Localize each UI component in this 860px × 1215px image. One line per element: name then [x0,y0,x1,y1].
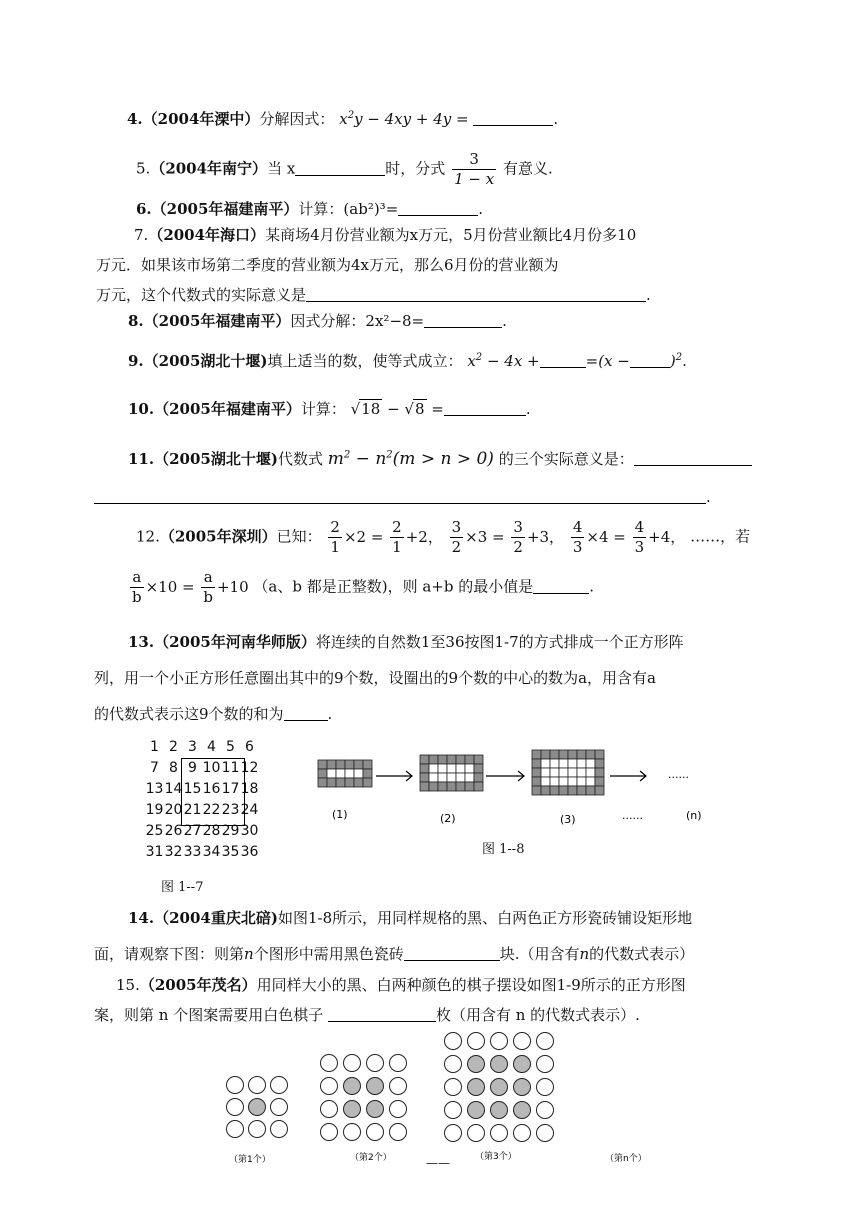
answer-blank-2[interactable] [630,353,670,368]
black-tile [336,760,345,769]
grid-number: 2 [169,738,178,755]
white-piece [321,1078,338,1095]
black-piece [514,1056,531,1073]
answer-blank[interactable] [306,287,646,302]
white-tile [550,777,559,786]
white-tile [354,769,363,778]
label-3: (3) [560,813,576,826]
white-piece [344,1124,361,1141]
grid-number: 18 [240,780,259,797]
white-tile [586,759,595,768]
problem-number: 9. [128,352,144,370]
white-tile [541,759,550,768]
black-tile [336,778,345,787]
white-piece [537,1102,554,1119]
black-piece [468,1056,485,1073]
problem-number: 6. [136,200,152,218]
black-tile [327,760,336,769]
answer-blank[interactable] [533,579,589,594]
problem-source: （2004年溧中） [142,110,260,128]
problem-number: 15. [116,976,140,994]
white-tile [456,773,465,782]
grid-number: 28 [202,822,221,839]
grid-row [145,736,259,757]
grid-number: 19 [145,801,164,818]
black-tile [429,755,438,764]
problem-text: 某商场4月份营业额为x万元，5月份营业额比4月份多10 [265,226,637,244]
problem-15 [94,970,766,1030]
black-tile [532,777,541,786]
black-tile [318,769,327,778]
label-3: （第3个） [475,1152,517,1162]
expression: √18 − √8 = [350,400,444,418]
figure-1-7-caption: 图 1--7 [161,880,204,895]
white-piece [271,1077,288,1094]
white-piece [468,1033,485,1050]
white-piece [445,1056,462,1073]
black-tile [532,759,541,768]
white-tile [559,768,568,777]
problem-number: 8. [128,312,144,330]
figure-1-9-circles [215,1030,685,1170]
white-piece [491,1033,508,1050]
white-tile [429,773,438,782]
answer-blank-2[interactable] [94,489,706,504]
figure-1-7-number-grid [145,736,259,862]
problem-number: 5. [136,159,151,178]
page-number: —— [426,1156,450,1170]
problem-source: （2004年海口） [148,226,266,244]
grid-number: 20 [164,801,183,818]
problem-number: 10. [128,400,155,418]
problem-text: 如图1-8所示，用同样规格的黑、白两色正方形瓷砖铺设矩形地 [277,909,693,927]
grid-number: 35 [221,843,240,860]
black-tile [532,786,541,795]
grid-number: 33 [183,843,202,860]
problem-text: （a、b 都是正整数)，则 a+b 的最小值是 [253,577,534,596]
answer-blank[interactable] [404,946,500,961]
circle-pattern-3 [445,1033,554,1142]
problem-11 [128,448,752,469]
problem-text: 的三个实际意义是： [498,450,634,468]
black-tile [550,750,559,759]
problem-text: 用同样大小的黑、白两种颜色的棋子摆设如图1-9所示的正方形图 [256,976,686,994]
problem-source: （2004重庆北碚) [154,909,278,927]
black-tile [595,750,604,759]
black-tile [568,786,577,795]
grid-number: 1 [150,738,159,755]
problem-text: 分解因式： [259,110,335,128]
problem-text: 块.（用含有 [499,945,580,963]
answer-blank[interactable] [398,201,478,216]
black-tile [438,782,447,791]
grid-number: 8 [169,759,178,776]
grid-number: 6 [245,738,254,755]
white-tile [568,777,577,786]
black-tile [420,773,429,782]
equation-1: $\frac{2}{1}$ ×2 = $\frac{2}{1}$ +2， [330,518,443,556]
white-tile [568,768,577,777]
problem-text: 填上适当的数，使等式成立： [267,352,463,370]
white-tile [559,777,568,786]
problem-source: （2005年河南华师版） [154,633,316,651]
white-piece [537,1125,554,1142]
grid-number: 30 [240,822,259,839]
white-tile [550,759,559,768]
grid-number: 24 [240,801,259,818]
white-piece [390,1078,407,1095]
grid-number: 32 [164,843,183,860]
problem-text: 的代数式表示这9个数的和为 [94,705,284,723]
black-tile [474,782,483,791]
answer-blank[interactable] [473,111,553,126]
white-tile [541,768,550,777]
white-piece [445,1125,462,1142]
problem-text: 的代数式表示） [589,945,695,963]
problem-source: （2005年福建南平） [143,312,291,330]
fraction [452,150,496,189]
grid-number: 31 [145,843,164,860]
white-piece [537,1056,554,1073]
black-piece [249,1099,266,1116]
black-tile [456,782,465,791]
problem-number: 14. [128,909,155,927]
variable-n: n [244,945,254,963]
problem-6: 6.（2005年福建南平）计算：(ab²)³= . [136,200,484,218]
grid-row [145,841,259,862]
problem-11-line2: . [94,488,711,506]
problem-text: 已知： [276,527,322,546]
black-piece [514,1079,531,1096]
white-tile [456,764,465,773]
problem-source: （2005年深圳） [159,527,277,546]
black-tile [550,786,559,795]
label-1: (1) [332,808,348,821]
problem-13: 13.（2005年河南华师版）将连续的自然数1至36按图1-7的方式排成一个正方形阵 列，用一个小正方形任意圈出其中的9个数，设圈出的9个数的中心的数为a，用含有a 的代数式表示这9个数的和为 . [94,633,684,723]
problem-14 [94,900,766,972]
white-tile [429,764,438,773]
grid-number: 23 [221,801,240,818]
white-tile [586,768,595,777]
expression: $m^2 - n^2(m > n > 0)$ [327,449,494,469]
answer-blank[interactable] [634,451,752,466]
grid-number: 22 [202,801,221,818]
grid-number: 4 [207,738,216,755]
black-tile [577,786,586,795]
white-tile [568,759,577,768]
black-tile [595,777,604,786]
black-piece [344,1101,361,1118]
problem-8: 8.（2005年福建南平）因式分解：2x²−8= . [128,312,507,330]
black-piece [514,1102,531,1119]
problem-text: 万元．如果该市场第二季度的营业额为4x万元，那么6月份的营业额为 [96,256,559,274]
equation-4: $\frac{a}{b}$ ×10 = $\frac{a}{b}$ +10 [132,568,249,606]
white-tile [336,769,345,778]
grid-number: 21 [183,801,202,818]
label-n: （第n个） [605,1154,647,1164]
grid-number: 25 [145,822,164,839]
black-piece [367,1101,384,1118]
black-tile [559,750,568,759]
problem-source: （2005湖北十堰) [154,450,278,468]
white-piece [367,1055,384,1072]
black-tile [586,786,595,795]
white-piece [271,1099,288,1116]
problem-number: 12. [136,527,160,546]
ellipsis: ...... [622,809,643,822]
white-piece [321,1124,338,1141]
black-tile [363,769,372,778]
tile-figure-2 [420,755,483,791]
tile-figure-3 [532,750,604,795]
white-piece [271,1121,288,1138]
grid-number: 27 [183,822,202,839]
black-tile [577,750,586,759]
problem-text: 因式分解：2x²−8= [290,312,425,330]
black-tile [420,782,429,791]
problem-9: 9.（2005湖北十堰)填上适当的数，使等式成立： $x^2 - 4x + =(x - )^2$. [128,352,687,370]
problem-number: 13. [128,633,155,651]
figure-1-8-caption: 图 1--8 [482,842,525,857]
problem-12 [136,518,750,557]
white-piece [249,1121,266,1138]
black-tile [474,755,483,764]
grid-number: 14 [164,780,183,797]
grid-number: 15 [183,780,202,797]
black-tile [541,786,550,795]
white-piece [445,1033,462,1050]
white-piece [227,1077,244,1094]
expression: $x^2y - 4xy + 4y$ = [339,110,469,128]
white-tile [541,777,550,786]
problem-text: 计算： [300,400,346,418]
label-n: (n) [686,809,702,822]
problem-7: 7.（2004年海口）某商场4月份营业额为x万元，5月份营业额比4月份多10 万元．如果该市场第二季度的营业额为4x万元，那么6月份的营业额为 万元，这个代数式的实际意义是 . [96,226,651,304]
black-tile [318,778,327,787]
white-piece [249,1077,266,1094]
black-tile [595,759,604,768]
white-tile [465,764,474,773]
grid-number: 13 [145,780,164,797]
black-tile [354,760,363,769]
problem-text: 时，分式 [385,159,446,178]
problem-source: （2005年福建南平） [151,200,299,218]
grid-number: 17 [221,780,240,797]
black-tile [420,755,429,764]
white-piece [537,1079,554,1096]
problem-text: 代数式 [277,450,323,468]
black-tile [327,778,336,787]
black-piece [344,1078,361,1095]
white-piece [227,1121,244,1138]
white-tile [438,773,447,782]
selection-square [181,758,245,826]
grid-number: 34 [202,843,221,860]
answer-blank[interactable] [328,1007,436,1022]
grid-number: 10 [202,759,221,776]
expression: $x^2 - 4x$ + [467,352,540,370]
circle-pattern-2 [321,1055,407,1141]
black-piece [367,1078,384,1095]
white-tile [465,773,474,782]
black-tile [363,778,372,787]
problem-4: 4.（2004年溧中）分解因式： $x^2y - 4xy + 4y$ = . [127,110,559,128]
problem-number: 11. [128,450,155,468]
white-piece [321,1101,338,1118]
black-tile [447,755,456,764]
black-tile [559,786,568,795]
problem-text: 有意义. [502,159,553,178]
white-tile [586,777,595,786]
white-tile [438,764,447,773]
white-tile [577,759,586,768]
white-piece [390,1101,407,1118]
black-piece [491,1056,508,1073]
problem-text: 将连续的自然数1至36按图1-7的方式排成一个正方形阵 [315,633,684,651]
grid-number: 26 [164,822,183,839]
white-tile [577,777,586,786]
problem-10: 10.（2005年福建南平）计算： √18 − √8 = . [128,400,531,418]
white-piece [390,1055,407,1072]
white-tile [447,773,456,782]
white-piece [468,1125,485,1142]
black-tile [595,786,604,795]
white-piece [367,1124,384,1141]
top-ellipsis: ...... [668,768,689,781]
black-tile [447,782,456,791]
white-piece [321,1055,338,1072]
black-piece [468,1079,485,1096]
problem-text: ……，若 [690,527,751,546]
fraction-numerator: 3 [452,150,496,170]
problem-source: （2005年茂名） [139,976,257,994]
black-tile [568,750,577,759]
answer-blank[interactable] [284,706,328,721]
grid-number: 12 [240,759,259,776]
black-tile [345,778,354,787]
circle-pattern-1 [227,1077,288,1138]
white-piece [514,1125,531,1142]
white-tile [447,764,456,773]
problem-text: 案，则第 n 个图案需要用白色棋子 [94,1006,324,1024]
white-piece [344,1055,361,1072]
white-piece [491,1125,508,1142]
black-tile [586,750,595,759]
problem-source: （2005湖北十堰) [143,352,268,370]
equation-2: $\frac{3}{2}$ ×3 = $\frac{3}{2}$ +3， [451,518,565,556]
fraction-denominator: 1 − x [454,170,495,188]
black-tile [474,773,483,782]
black-tile [345,760,354,769]
black-tile [474,764,483,773]
problem-text: 个图形中需用黑色瓷砖 [253,945,404,963]
problem-text: 枚（用含有 n 的代数式表示）. [435,1006,640,1024]
label-1: （第1个） [229,1155,271,1165]
black-tile [532,768,541,777]
figure-1-8-tiles [310,745,730,850]
white-tile [327,769,336,778]
black-tile [532,750,541,759]
answer-blank-1[interactable] [540,353,586,368]
answer-blank[interactable] [295,161,385,176]
white-tile [559,759,568,768]
problem-text: 列，用一个小正方形任意圈出其中的9个数，设圈出的9个数的中心的数为a，用含有a [94,669,656,687]
black-tile [438,755,447,764]
black-tile [465,782,474,791]
white-tile [550,768,559,777]
grid-number: 29 [221,822,240,839]
white-piece [514,1033,531,1050]
variable-n: n [579,945,590,963]
grid-number: 11 [221,759,240,776]
problem-number: 4. [127,110,143,128]
black-piece [468,1102,485,1119]
black-tile [318,760,327,769]
label-2: （第2个） [350,1153,392,1163]
white-piece [390,1124,407,1141]
white-tile [345,769,354,778]
black-tile [363,760,372,769]
black-tile [429,782,438,791]
grid-number: 7 [150,759,159,776]
black-tile [420,764,429,773]
arrow-icon [376,771,646,781]
black-tile [465,755,474,764]
white-piece [537,1033,554,1050]
problem-text: 计算：(ab²)³= [298,200,399,218]
problem-12-line2: $\frac{a}{b}$ ×10 = $\frac{a}{b}$ +10 （a、b 都是正整数)，则 a+b 的最小值是 . [128,568,594,607]
black-piece [491,1079,508,1096]
black-tile [541,750,550,759]
answer-blank[interactable] [424,313,502,328]
problem-source: （2005年福建南平） [154,400,301,418]
tile-figure-1 [318,760,372,787]
equation-3: $\frac{4}{3}$ ×4 = $\frac{4}{3}$ +4， [572,518,686,556]
problem-number: 7. [134,226,149,244]
white-piece [445,1079,462,1096]
label-2: (2) [440,812,456,825]
grid-number: 9 [188,759,197,776]
black-tile [456,755,465,764]
grid-number: 36 [240,843,259,860]
problem-text: 万元，这个代数式的实际意义是 [96,286,307,304]
white-piece [227,1099,244,1116]
white-tile [577,768,586,777]
black-tile [595,768,604,777]
problem-5 [136,150,553,189]
problem-text: 面，请观察下图：则第 [94,945,245,963]
white-piece [445,1102,462,1119]
grid-number: 16 [202,780,221,797]
answer-blank[interactable] [444,401,526,416]
grid-number: 5 [226,738,235,755]
grid-number: 3 [188,738,197,755]
black-piece [491,1102,508,1119]
black-tile [354,778,363,787]
problem-text: 当 x [267,159,296,178]
problem-source: （2004年南宁） [150,159,268,178]
